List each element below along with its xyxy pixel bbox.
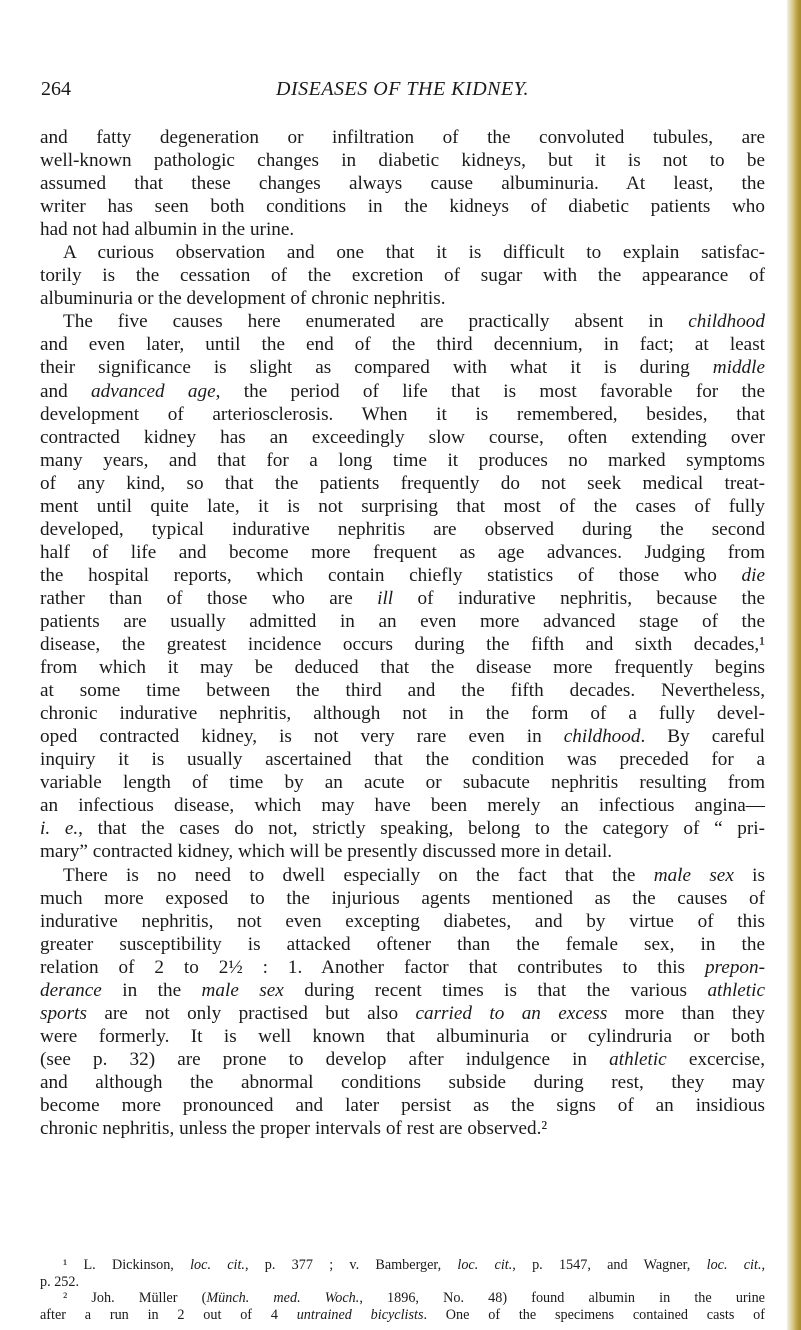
book-binding-edge (787, 0, 801, 1330)
text-line: were formerly. It is well known that albuminuria or cylindruria or both (40, 1025, 765, 1047)
body-text (40, 126, 765, 1140)
text-line: the hospital reports, which contain chiefly statistics of those who die (40, 564, 765, 586)
text-line: and fatty degeneration or infiltration of the convoluted tubules, are (40, 127, 765, 148)
text-line: of any kind, so that the patients frequently do not seek medical treat- (40, 472, 765, 494)
paragraph (40, 310, 765, 863)
text-line: inquiry it is usually ascertained that the condition was preceded for a (40, 749, 765, 771)
paragraph (40, 241, 765, 310)
footnote-1: ¹ L. Dickinson, loc. cit., p. 377 ; v. Bamberger, loc. cit., p. 1547, and Wagner, loc. cit., (63, 1257, 766, 1273)
text-line: and advanced age, the period of life that is most favorable for the (40, 380, 765, 402)
footnote-1-continuation: p. 252. (40, 1273, 80, 1290)
text-line: and even later, until the end of the third decennium, in fact; at least (40, 334, 765, 356)
footnote-2: ² Joh. Müller (Münch. med. Woch., 1896, No. 48) found albumin in the urine (63, 1290, 765, 1306)
text-line: mary” contracted kidney, which will be presently discussed more in detail. (40, 841, 613, 863)
text-line: A curious observation and one that it is difficult to explain satisfac- (63, 242, 765, 264)
text-line: The five causes here enumerated are practically absent in childhood (63, 311, 765, 333)
text-line: relation of 2 to 2½ : 1. Another factor that contributes to this prepon- (40, 956, 765, 978)
text-line: torily is the cessation of the excretion of sugar with the appearance of (40, 265, 765, 287)
text-line: variable length of time by an acute or subacute nephritis resulting from (40, 772, 765, 794)
page-number: 264 (41, 78, 71, 100)
paragraph (40, 864, 765, 1141)
text-line: development of arteriosclerosis. When it is remembered, besides, that (40, 403, 765, 425)
page-header (40, 78, 765, 106)
text-line: assumed that these changes always cause albuminuria. At least, the (40, 173, 765, 195)
text-line: oped contracted kidney, is not very rare even in childhood. By careful (40, 726, 765, 748)
text-line: become more pronounced and later persist as the signs of an insidious (40, 1094, 765, 1116)
text-line: well-known pathologic changes in diabetic kidneys, but it is not to be (40, 150, 765, 172)
text-line: rather than of those who are ill of indurative nephritis, because the (40, 587, 765, 609)
text-line: at some time between the third and the fifth decades. Nevertheless, (40, 680, 765, 702)
text-line: indurative nephritis, not even excepting diabetes, and by virtue of this (40, 910, 765, 932)
text-line: much more exposed to the injurious agents mentioned as the causes of (40, 887, 765, 909)
text-line: developed, typical indurative nephritis are observed during the second (40, 518, 765, 540)
text-line: There is no need to dwell especially on the fact that the male sex is (63, 864, 765, 886)
text-line: sports are not only practised but also carried to an excess more than they (40, 1002, 765, 1024)
text-line: disease, the greatest incidence occurs during the fifth and sixth decades,¹ (40, 634, 765, 656)
text-line: albuminuria or the development of chronic nephritis. (40, 288, 446, 310)
paragraph (40, 126, 765, 241)
text-line: had not had albumin in the urine. (40, 219, 295, 241)
text-line: derance in the male sex during recent times is that the various athletic (40, 979, 765, 1001)
text-line: chronic nephritis, unless the proper intervals of rest are observed.² (40, 1118, 548, 1140)
footnote-2-continuation: after a run in 2 out of 4 untrained bicyclists. One of the specimens contained casts of (40, 1306, 765, 1323)
text-line: and although the abnormal conditions subside during rest, they may (40, 1071, 765, 1093)
text-line: their significance is slight as compared with what it is during middle (40, 357, 765, 379)
footnotes (40, 1257, 765, 1323)
text-line: (see p. 32) are prone to develop after indulgence in athletic excercise, (40, 1048, 765, 1070)
text-line: half of life and become more frequent as age advances. Judging from (40, 541, 765, 563)
text-line: an infectious disease, which may have been merely an infectious angina— (40, 795, 765, 817)
text-line: from which it may be deduced that the disease more frequently begins (40, 657, 765, 679)
text-line: writer has seen both conditions in the kidneys of diabetic patients who (40, 196, 765, 218)
text-line: i. e., that the cases do not, strictly speaking, belong to the category of “ pri- (40, 818, 765, 840)
text-line: greater susceptibility is attacked oftener than the female sex, in the (40, 933, 765, 955)
running-head: DISEASES OF THE KIDNEY. (276, 78, 529, 100)
text-line: contracted kidney has an exceedingly slow course, often extending over (40, 426, 765, 448)
text-line: chronic indurative nephritis, although not in the form of a fully devel- (40, 703, 765, 725)
text-line: ment until quite late, it is not surprising that most of the cases of fully (40, 495, 765, 517)
text-line: patients are usually admitted in an even more advanced stage of the (40, 610, 765, 632)
text-line: many years, and that for a long time it produces no marked symptoms (40, 449, 765, 471)
